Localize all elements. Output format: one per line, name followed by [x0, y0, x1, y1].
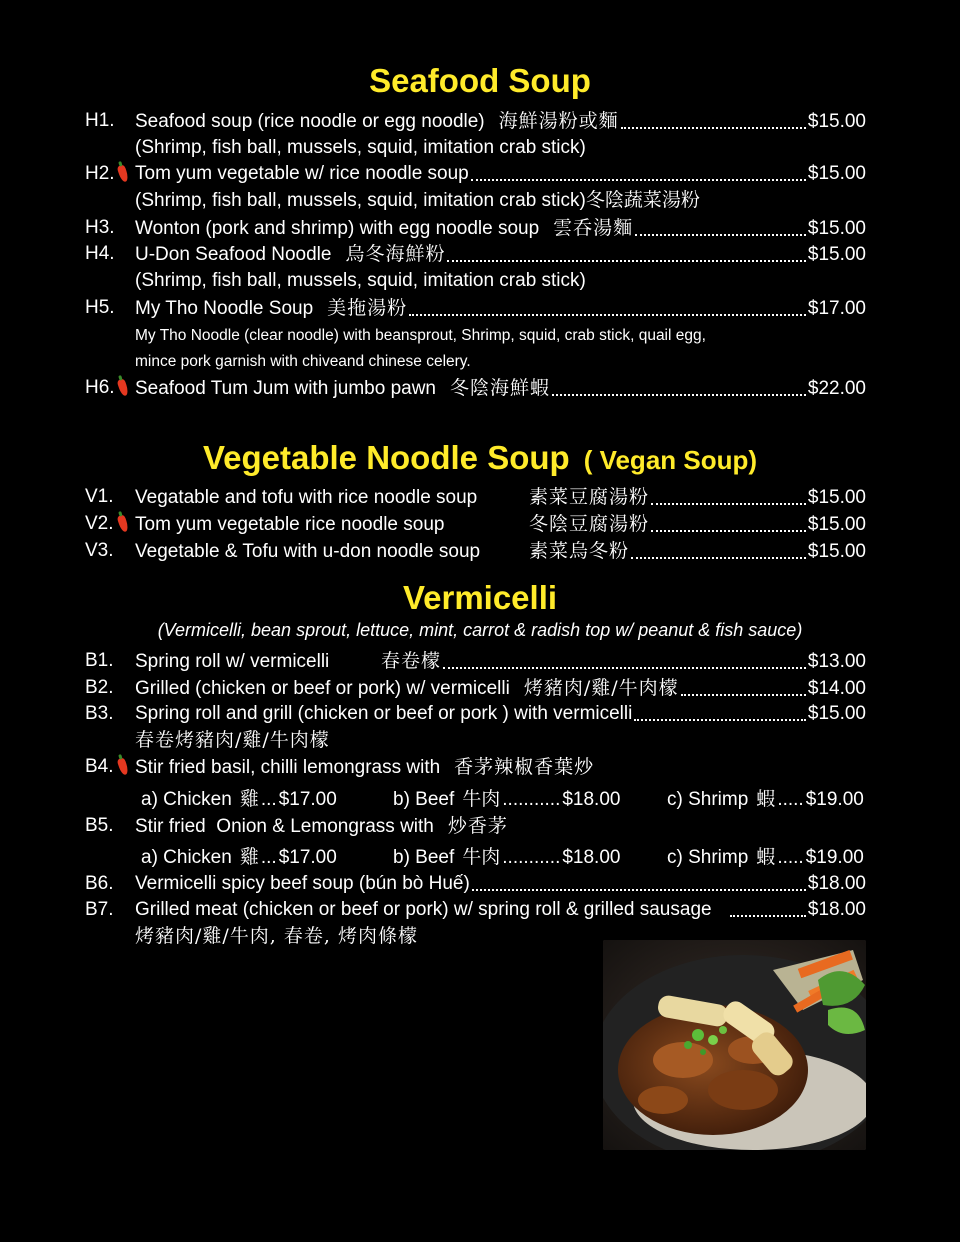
vermicelli-title: Vermicelli	[402, 579, 558, 616]
item-code: B6.	[85, 873, 114, 894]
menu-item-b5	[85, 813, 866, 839]
option-leader: .....	[777, 789, 804, 810]
item-price: $15.00	[807, 244, 866, 265]
item-code: H4.	[85, 243, 115, 264]
option-label: a) Chicken	[141, 847, 232, 868]
option-chinese-name: 蝦	[756, 846, 776, 868]
menu-item-b7	[85, 897, 866, 923]
option-chinese-name: 雞	[239, 846, 259, 868]
food-photo	[603, 940, 866, 1150]
option-beef	[393, 844, 620, 871]
option-label: a) Chicken	[141, 789, 232, 810]
item-code: H2.	[85, 163, 115, 184]
menu-item-b4	[85, 754, 866, 780]
item-name: Grilled (chicken or beef or pork) w/ vermicelli	[135, 678, 510, 699]
item-price: $15.00	[807, 514, 866, 535]
option-label: c) Shrimp	[667, 847, 749, 868]
option-chicken	[141, 844, 337, 871]
item-price: $15.00	[807, 163, 866, 184]
option-leader: ...........	[502, 847, 561, 868]
option-label: c) Shrimp	[667, 789, 749, 810]
item-name: Stir fried basil, chilli lemongrass with	[135, 757, 441, 778]
item-chinese-name: 烏冬海鮮粉	[345, 243, 446, 265]
item-name: Spring roll and grill (chicken or beef or pork ) with vermicelli	[135, 703, 633, 724]
menu-item-h1	[85, 108, 866, 134]
item-code: B7.	[85, 899, 114, 920]
item-code: B1.	[85, 650, 114, 671]
menu-item-v2	[85, 511, 866, 537]
menu-item-h2	[85, 161, 866, 187]
item-price: $15.00	[807, 487, 866, 508]
option-leader: .....	[777, 847, 804, 868]
item-name: Vegetable & Tofu with u-don noodle soup	[135, 541, 481, 562]
option-chinese-name: 牛肉	[462, 788, 501, 810]
option-price: $17.00	[278, 847, 337, 868]
item-name: Spring roll w/ vermicelli	[135, 651, 330, 672]
option-leader: ...........	[502, 789, 561, 810]
item-chinese-name: 冬陰豆腐湯粉	[529, 513, 650, 535]
item-chinese-name: 海鮮湯粉或麵	[498, 110, 619, 132]
item-chinese-name: 素菜烏冬粉	[529, 540, 630, 562]
item-name: Tom yum vegetable rice noodle soup	[135, 514, 445, 535]
menu-item-h5	[85, 295, 866, 321]
item-chinese-name: 春卷檬	[381, 650, 442, 672]
item-code: H5.	[85, 297, 115, 318]
item-price: $15.00	[807, 218, 866, 239]
chili-pepper-icon	[117, 378, 130, 397]
item-description: mince pork garnish with chiveand chinese celery.	[135, 353, 471, 370]
option-price: $18.00	[562, 789, 621, 810]
item-code: H6.	[85, 377, 115, 398]
item-price: $15.00	[807, 111, 866, 132]
item-note: (Shrimp, fish ball, mussels, squid, imitation crab stick)	[135, 270, 586, 291]
menu-item-b3	[85, 701, 866, 727]
item-chinese-name: 春卷烤豬肉/雞/牛肉檬	[135, 729, 330, 751]
item-price: $15.00	[807, 541, 866, 562]
item-chinese-name: 炒香茅	[447, 815, 508, 837]
option-price: $19.00	[805, 789, 864, 810]
item-name: Vermicelli spicy beef soup (bún bò Huế)	[135, 873, 470, 894]
option-leader: ...	[260, 789, 277, 810]
item-chinese-name: 素菜豆腐湯粉	[529, 486, 650, 508]
vegetable-soup-title	[0, 438, 960, 480]
item-description: My Tho Noodle (clear noodle) with beansprout, Shrimp, squid, crab stick, quail egg,	[135, 327, 706, 344]
item-chinese-name: 烤豬肉/雞/牛肉, 春卷, 烤肉條檬	[135, 925, 418, 947]
menu-item-b6	[85, 871, 866, 897]
menu-item-v1	[85, 484, 866, 510]
item-price: $15.00	[807, 703, 866, 724]
item-code: V1.	[85, 486, 114, 507]
item-chinese-name: 香茅辣椒香葉炒	[454, 756, 595, 778]
option-price: $18.00	[562, 847, 621, 868]
option-chinese-name: 蝦	[756, 788, 776, 810]
item-code: B2.	[85, 677, 114, 698]
item-price: $13.00	[807, 651, 866, 672]
menu-item-b2	[85, 675, 866, 701]
item-chinese-name: 烤豬肉/雞/牛肉檬	[523, 677, 679, 699]
option-beef	[393, 786, 620, 813]
item-price: $17.00	[807, 298, 866, 319]
item-price: $22.00	[807, 378, 866, 399]
chili-pepper-icon	[117, 514, 130, 533]
item-code: V2.	[85, 513, 114, 534]
item-name: Stir fried Onion & Lemongrass with	[135, 816, 434, 837]
item-chinese-name: 雲呑湯麵	[553, 217, 634, 239]
section-heading: Vegetable Noodle Soup	[202, 439, 570, 476]
chili-pepper-icon	[117, 164, 130, 183]
vermicelli-dish-image	[603, 940, 866, 1150]
option-price: $17.00	[278, 789, 337, 810]
menu-item-v3	[85, 538, 866, 564]
menu-item-h6	[85, 375, 866, 401]
menu-item-b1	[85, 648, 866, 674]
section-subheading: ( Vegan Soup)	[583, 445, 758, 475]
item-code: V3.	[85, 540, 114, 561]
item-note: (Shrimp, fish ball, mussels, squid, imitation crab stick)	[135, 137, 586, 158]
option-shrimp	[667, 844, 864, 871]
item-code: H1.	[85, 110, 115, 131]
item-chinese-name: 美拖湯粉	[327, 297, 408, 319]
item-code: B4.	[85, 756, 114, 777]
item-code: B5.	[85, 815, 114, 836]
menu-item-h4	[85, 241, 866, 267]
item-name: Seafood soup (rice noodle or egg noodle)	[135, 111, 485, 132]
item-price: $18.00	[807, 873, 866, 894]
option-label: b) Beef	[393, 789, 455, 810]
item-code: B3.	[85, 703, 114, 724]
seafood-soup-title: Seafood Soup	[369, 62, 591, 99]
item-price: $14.00	[807, 678, 866, 699]
item-code: H3.	[85, 217, 115, 238]
chili-pepper-icon	[117, 757, 130, 776]
item-name: Seafood Tum Jum with jumbo pawn	[135, 378, 436, 399]
item-note: (Shrimp, fish ball, mussels, squid, imitation crab stick)冬陰蔬菜湯粉	[135, 190, 700, 211]
item-price: $18.00	[807, 899, 866, 920]
option-leader: ...	[260, 847, 277, 868]
item-name: My Tho Noodle Soup	[135, 298, 314, 319]
option-chinese-name: 雞	[239, 788, 259, 810]
option-label: b) Beef	[393, 847, 455, 868]
option-price: $19.00	[805, 847, 864, 868]
item-name: Vegatable and tofu with rice noodle soup	[135, 487, 478, 508]
item-chinese-name: 冬陰海鮮蝦	[450, 377, 551, 399]
item-name: Wonton (pork and shrimp) with egg noodle soup	[135, 218, 540, 239]
option-chicken	[141, 786, 337, 813]
vermicelli-subtitle: (Vermicelli, bean sprout, lettuce, mint, carrot & radish top w/ peanut & fish sauce)	[157, 620, 803, 640]
item-name: Grilled meat (chicken or beef or pork) w/ spring roll & grilled sausage	[135, 899, 712, 920]
option-chinese-name: 牛肉	[462, 846, 501, 868]
menu-item-h3	[85, 215, 866, 241]
option-shrimp	[667, 786, 864, 813]
item-name: U-Don Seafood Noodle	[135, 244, 332, 265]
item-name: Tom yum vegetable w/ rice noodle soup	[135, 163, 469, 184]
